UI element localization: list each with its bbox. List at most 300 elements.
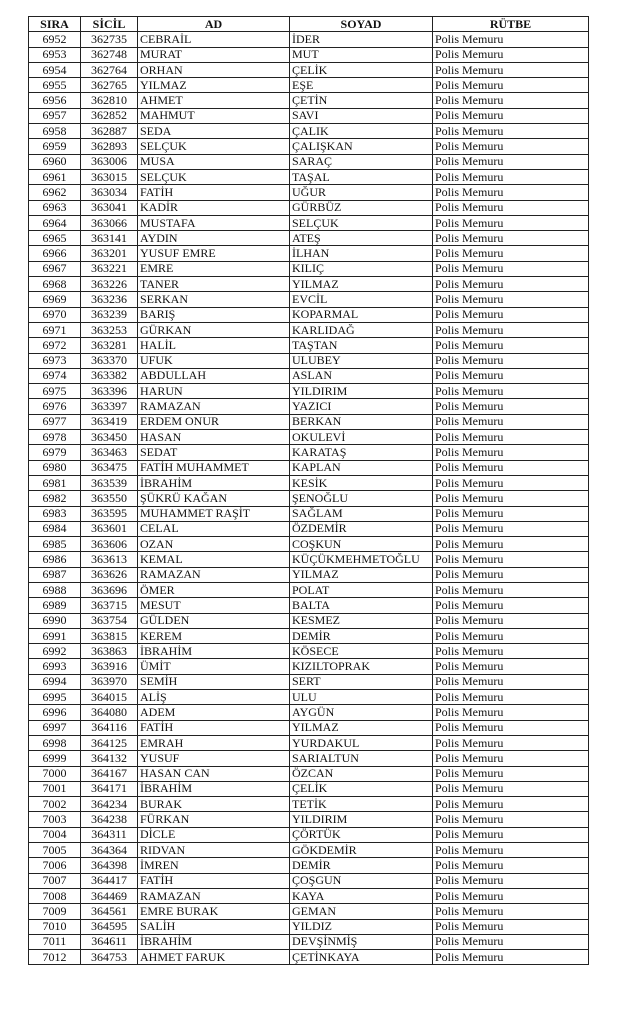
cell-sicil: 362810 [81, 93, 138, 108]
cell-rutbe: Polis Memuru [433, 827, 589, 842]
cell-soyad: ÇÖRTÜK [290, 827, 433, 842]
cell-sicil: 363397 [81, 399, 138, 414]
cell-soyad: İDER [290, 32, 433, 47]
header-row [29, 17, 589, 32]
cell-ad: EMRE BURAK [138, 904, 290, 919]
cell-rutbe: Polis Memuru [433, 812, 589, 827]
cell-rutbe: Polis Memuru [433, 292, 589, 307]
cell-sira: 6962 [29, 185, 81, 200]
cell-soyad: ÖZCAN [290, 766, 433, 781]
cell-rutbe: Polis Memuru [433, 904, 589, 919]
cell-rutbe: Polis Memuru [433, 78, 589, 93]
cell-soyad: GÜRBÜZ [290, 200, 433, 215]
cell-soyad: YURDAKUL [290, 735, 433, 750]
table-row [29, 32, 589, 47]
cell-rutbe: Polis Memuru [433, 307, 589, 322]
cell-sira: 6967 [29, 261, 81, 276]
cell-ad: RAMAZAN [138, 888, 290, 903]
table-row [29, 827, 589, 842]
cell-sicil: 363006 [81, 154, 138, 169]
cell-soyad: UĞUR [290, 185, 433, 200]
table-row [29, 445, 589, 460]
cell-rutbe: Polis Memuru [433, 414, 589, 429]
cell-rutbe: Polis Memuru [433, 491, 589, 506]
cell-ad: RAMAZAN [138, 399, 290, 414]
cell-rutbe: Polis Memuru [433, 628, 589, 643]
table-row [29, 124, 589, 139]
table-row [29, 873, 589, 888]
cell-soyad: ÇOŞGUN [290, 873, 433, 888]
cell-sicil: 363970 [81, 674, 138, 689]
table-row [29, 154, 589, 169]
cell-soyad: TAŞAL [290, 169, 433, 184]
cell-sicil: 363595 [81, 506, 138, 521]
cell-ad: SERKAN [138, 292, 290, 307]
cell-rutbe: Polis Memuru [433, 521, 589, 536]
cell-rutbe: Polis Memuru [433, 506, 589, 521]
cell-rutbe: Polis Memuru [433, 32, 589, 47]
cell-sicil: 364080 [81, 705, 138, 720]
table-row [29, 368, 589, 383]
table-row [29, 506, 589, 521]
cell-rutbe: Polis Memuru [433, 934, 589, 949]
cell-ad: BARIŞ [138, 307, 290, 322]
cell-sicil: 364595 [81, 919, 138, 934]
cell-soyad: EŞE [290, 78, 433, 93]
cell-rutbe: Polis Memuru [433, 843, 589, 858]
cell-sira: 6977 [29, 414, 81, 429]
cell-sira: 6959 [29, 139, 81, 154]
cell-ad: YUSUF EMRE [138, 246, 290, 261]
cell-soyad: KÜÇÜKMEHMETOĞLU [290, 552, 433, 567]
table-row [29, 766, 589, 781]
cell-sicil: 363201 [81, 246, 138, 261]
cell-soyad: TAŞTAN [290, 338, 433, 353]
cell-soyad: AYGÜN [290, 705, 433, 720]
cell-sira: 7001 [29, 781, 81, 796]
cell-ad: FATİH MUHAMMET [138, 460, 290, 475]
cell-ad: MUHAMMET RAŞİT [138, 506, 290, 521]
table-row [29, 751, 589, 766]
cell-ad: SALİH [138, 919, 290, 934]
cell-sira: 7011 [29, 934, 81, 949]
cell-sira: 7006 [29, 858, 81, 873]
table-row [29, 934, 589, 949]
table-row [29, 812, 589, 827]
cell-ad: RAMAZAN [138, 567, 290, 582]
table-row [29, 139, 589, 154]
cell-soyad: YAZICI [290, 399, 433, 414]
table-row [29, 307, 589, 322]
cell-sira: 6992 [29, 644, 81, 659]
cell-ad: HALİL [138, 338, 290, 353]
cell-soyad: YILDIZ [290, 919, 433, 934]
cell-rutbe: Polis Memuru [433, 47, 589, 62]
cell-sira: 6958 [29, 124, 81, 139]
cell-ad: ÖMER [138, 582, 290, 597]
cell-ad: SEDAT [138, 445, 290, 460]
cell-sira: 6964 [29, 215, 81, 230]
cell-rutbe: Polis Memuru [433, 322, 589, 337]
cell-soyad: EVCİL [290, 292, 433, 307]
cell-ad: MURAT [138, 47, 290, 62]
cell-ad: ABDULLAH [138, 368, 290, 383]
cell-sicil: 364417 [81, 873, 138, 888]
cell-rutbe: Polis Memuru [433, 690, 589, 705]
table-row [29, 169, 589, 184]
cell-sicil: 363281 [81, 338, 138, 353]
cell-ad: İBRAHİM [138, 934, 290, 949]
cell-sicil: 362765 [81, 78, 138, 93]
table-row [29, 185, 589, 200]
cell-soyad: ÇELİK [290, 62, 433, 77]
cell-soyad: SELÇUK [290, 215, 433, 230]
cell-sicil: 363221 [81, 261, 138, 276]
cell-soyad: KOPARMAL [290, 307, 433, 322]
cell-rutbe: Polis Memuru [433, 766, 589, 781]
cell-rutbe: Polis Memuru [433, 338, 589, 353]
cell-sira: 6960 [29, 154, 81, 169]
cell-ad: TANER [138, 277, 290, 292]
cell-soyad: ULUBEY [290, 353, 433, 368]
cell-sira: 6994 [29, 674, 81, 689]
cell-soyad: MUT [290, 47, 433, 62]
cell-ad: İBRAHİM [138, 475, 290, 490]
header-sira: SIRA [29, 17, 81, 32]
cell-rutbe: Polis Memuru [433, 720, 589, 735]
cell-soyad: SARIALTUN [290, 751, 433, 766]
cell-sicil: 363034 [81, 185, 138, 200]
cell-sicil: 363475 [81, 460, 138, 475]
cell-rutbe: Polis Memuru [433, 797, 589, 812]
cell-sira: 6998 [29, 735, 81, 750]
table-row [29, 353, 589, 368]
cell-sicil: 362887 [81, 124, 138, 139]
cell-sicil: 363041 [81, 200, 138, 215]
cell-soyad: KARATAŞ [290, 445, 433, 460]
cell-rutbe: Polis Memuru [433, 781, 589, 796]
table-row [29, 277, 589, 292]
table-row [29, 414, 589, 429]
cell-rutbe: Polis Memuru [433, 552, 589, 567]
cell-sira: 7008 [29, 888, 81, 903]
cell-rutbe: Polis Memuru [433, 353, 589, 368]
cell-sira: 7007 [29, 873, 81, 888]
cell-ad: UFUK [138, 353, 290, 368]
cell-sira: 6956 [29, 93, 81, 108]
cell-ad: FÜRKAN [138, 812, 290, 827]
cell-soyad: ÖZDEMİR [290, 521, 433, 536]
table-row [29, 292, 589, 307]
cell-ad: ALİŞ [138, 690, 290, 705]
cell-rutbe: Polis Memuru [433, 430, 589, 445]
cell-sicil: 363239 [81, 307, 138, 322]
table-row [29, 384, 589, 399]
cell-ad: CELAL [138, 521, 290, 536]
cell-sira: 6963 [29, 200, 81, 215]
cell-sira: 7005 [29, 843, 81, 858]
cell-rutbe: Polis Memuru [433, 888, 589, 903]
cell-sira: 6952 [29, 32, 81, 47]
cell-sira: 6965 [29, 231, 81, 246]
cell-sicil: 363419 [81, 414, 138, 429]
cell-sicil: 363550 [81, 491, 138, 506]
cell-soyad: GÖKDEMİR [290, 843, 433, 858]
cell-rutbe: Polis Memuru [433, 674, 589, 689]
table-row [29, 78, 589, 93]
cell-rutbe: Polis Memuru [433, 644, 589, 659]
cell-rutbe: Polis Memuru [433, 261, 589, 276]
cell-sira: 6979 [29, 445, 81, 460]
cell-sicil: 363815 [81, 628, 138, 643]
cell-rutbe: Polis Memuru [433, 399, 589, 414]
cell-sicil: 363601 [81, 521, 138, 536]
cell-sicil: 362735 [81, 32, 138, 47]
cell-sicil: 364125 [81, 735, 138, 750]
cell-rutbe: Polis Memuru [433, 735, 589, 750]
personnel-table [28, 16, 589, 965]
cell-rutbe: Polis Memuru [433, 108, 589, 123]
cell-rutbe: Polis Memuru [433, 873, 589, 888]
cell-rutbe: Polis Memuru [433, 950, 589, 965]
cell-sira: 6955 [29, 78, 81, 93]
cell-ad: MESUT [138, 598, 290, 613]
cell-ad: MAHMUT [138, 108, 290, 123]
cell-rutbe: Polis Memuru [433, 659, 589, 674]
header-ad: AD [138, 17, 290, 32]
cell-sira: 7003 [29, 812, 81, 827]
cell-ad: ÜMİT [138, 659, 290, 674]
cell-sicil: 363754 [81, 613, 138, 628]
cell-soyad: YILDIRIM [290, 812, 433, 827]
cell-sicil: 363916 [81, 659, 138, 674]
cell-soyad: DEMİR [290, 858, 433, 873]
table-row [29, 659, 589, 674]
cell-sira: 7012 [29, 950, 81, 965]
table-row [29, 858, 589, 873]
cell-ad: KEREM [138, 628, 290, 643]
cell-ad: İBRAHİM [138, 781, 290, 796]
table-row [29, 674, 589, 689]
cell-sicil: 363226 [81, 277, 138, 292]
cell-ad: İMREN [138, 858, 290, 873]
cell-sicil: 363141 [81, 231, 138, 246]
cell-sicil: 363253 [81, 322, 138, 337]
cell-sira: 6971 [29, 322, 81, 337]
table-row [29, 552, 589, 567]
cell-sicil: 362748 [81, 47, 138, 62]
cell-sira: 6957 [29, 108, 81, 123]
table-body [29, 32, 589, 965]
cell-rutbe: Polis Memuru [433, 858, 589, 873]
cell-rutbe: Polis Memuru [433, 537, 589, 552]
cell-sicil: 363606 [81, 537, 138, 552]
cell-sira: 6995 [29, 690, 81, 705]
cell-ad: GÜRKAN [138, 322, 290, 337]
cell-sicil: 362893 [81, 139, 138, 154]
table-row [29, 231, 589, 246]
cell-sicil: 363863 [81, 644, 138, 659]
cell-rutbe: Polis Memuru [433, 200, 589, 215]
cell-rutbe: Polis Memuru [433, 139, 589, 154]
cell-soyad: YILMAZ [290, 720, 433, 735]
cell-sira: 6975 [29, 384, 81, 399]
table-row [29, 521, 589, 536]
cell-rutbe: Polis Memuru [433, 475, 589, 490]
cell-soyad: DEMİR [290, 628, 433, 643]
cell-rutbe: Polis Memuru [433, 751, 589, 766]
cell-sicil: 362764 [81, 62, 138, 77]
cell-sira: 6953 [29, 47, 81, 62]
cell-sira: 6990 [29, 613, 81, 628]
cell-soyad: KIZILTOPRAK [290, 659, 433, 674]
cell-rutbe: Polis Memuru [433, 598, 589, 613]
header-sicil: SİCİL [81, 17, 138, 32]
cell-sicil: 364753 [81, 950, 138, 965]
table-row [29, 93, 589, 108]
cell-sira: 6961 [29, 169, 81, 184]
cell-sira: 6988 [29, 582, 81, 597]
cell-soyad: ÇELİK [290, 781, 433, 796]
cell-soyad: SAVI [290, 108, 433, 123]
cell-ad: SELÇUK [138, 139, 290, 154]
cell-soyad: DEVŞİNMİŞ [290, 934, 433, 949]
cell-soyad: ŞENOĞLU [290, 491, 433, 506]
cell-sicil: 363626 [81, 567, 138, 582]
cell-soyad: BALTA [290, 598, 433, 613]
cell-sira: 6978 [29, 430, 81, 445]
cell-soyad: POLAT [290, 582, 433, 597]
cell-ad: DİCLE [138, 827, 290, 842]
cell-ad: KEMAL [138, 552, 290, 567]
cell-rutbe: Polis Memuru [433, 93, 589, 108]
cell-rutbe: Polis Memuru [433, 154, 589, 169]
cell-soyad: GEMAN [290, 904, 433, 919]
cell-ad: FATİH [138, 873, 290, 888]
cell-sira: 6969 [29, 292, 81, 307]
cell-soyad: OKULEVİ [290, 430, 433, 445]
cell-sicil: 363539 [81, 475, 138, 490]
cell-sira: 6997 [29, 720, 81, 735]
cell-ad: SELÇUK [138, 169, 290, 184]
cell-sira: 6974 [29, 368, 81, 383]
cell-sira: 6991 [29, 628, 81, 643]
cell-sicil: 363015 [81, 169, 138, 184]
cell-soyad: ÇETİN [290, 93, 433, 108]
cell-sicil: 363715 [81, 598, 138, 613]
cell-sicil: 364116 [81, 720, 138, 735]
table-row [29, 62, 589, 77]
cell-ad: MUSTAFA [138, 215, 290, 230]
cell-sicil: 363396 [81, 384, 138, 399]
cell-ad: HASAN [138, 430, 290, 445]
cell-soyad: SAĞLAM [290, 506, 433, 521]
cell-soyad: SERT [290, 674, 433, 689]
cell-rutbe: Polis Memuru [433, 368, 589, 383]
cell-rutbe: Polis Memuru [433, 246, 589, 261]
cell-sicil: 363450 [81, 430, 138, 445]
table-row [29, 537, 589, 552]
cell-soyad: KESMEZ [290, 613, 433, 628]
cell-sicil: 364469 [81, 888, 138, 903]
table-row [29, 690, 589, 705]
cell-sicil: 364364 [81, 843, 138, 858]
cell-soyad: TETİK [290, 797, 433, 812]
table-row [29, 950, 589, 965]
cell-ad: BURAK [138, 797, 290, 812]
cell-sira: 6976 [29, 399, 81, 414]
cell-sicil: 364167 [81, 766, 138, 781]
table-row [29, 888, 589, 903]
cell-soyad: YILMAZ [290, 567, 433, 582]
cell-ad: HARUN [138, 384, 290, 399]
cell-soyad: KAYA [290, 888, 433, 903]
cell-sira: 6980 [29, 460, 81, 475]
table-row [29, 261, 589, 276]
cell-sira: 6972 [29, 338, 81, 353]
cell-sira: 6989 [29, 598, 81, 613]
table-row [29, 430, 589, 445]
cell-ad: EMRE [138, 261, 290, 276]
table-row [29, 338, 589, 353]
cell-rutbe: Polis Memuru [433, 277, 589, 292]
cell-sira: 6987 [29, 567, 81, 582]
cell-soyad: İLHAN [290, 246, 433, 261]
cell-soyad: KÖSECE [290, 644, 433, 659]
cell-sira: 7009 [29, 904, 81, 919]
cell-ad: GÜLDEN [138, 613, 290, 628]
cell-sicil: 363236 [81, 292, 138, 307]
cell-rutbe: Polis Memuru [433, 169, 589, 184]
cell-ad: ORHAN [138, 62, 290, 77]
table-row [29, 919, 589, 934]
cell-ad: YILMAZ [138, 78, 290, 93]
cell-soyad: COŞKUN [290, 537, 433, 552]
cell-sicil: 363463 [81, 445, 138, 460]
cell-soyad: ATEŞ [290, 231, 433, 246]
table-row [29, 797, 589, 812]
cell-soyad: ULU [290, 690, 433, 705]
cell-soyad: KESİK [290, 475, 433, 490]
cell-ad: OZAN [138, 537, 290, 552]
cell-ad: İBRAHİM [138, 644, 290, 659]
cell-ad: AHMET FARUK [138, 950, 290, 965]
table-row [29, 491, 589, 506]
cell-soyad: SARAÇ [290, 154, 433, 169]
cell-ad: YUSUF [138, 751, 290, 766]
cell-soyad: KAPLAN [290, 460, 433, 475]
table-row [29, 215, 589, 230]
cell-soyad: ÇETİNKAYA [290, 950, 433, 965]
cell-sicil: 364611 [81, 934, 138, 949]
cell-ad: ŞÜKRÜ KAĞAN [138, 491, 290, 506]
cell-soyad: ÇALIŞKAN [290, 139, 433, 154]
table-row [29, 781, 589, 796]
cell-sicil: 364132 [81, 751, 138, 766]
cell-sira: 7010 [29, 919, 81, 934]
cell-sira: 7004 [29, 827, 81, 842]
cell-sira: 7002 [29, 797, 81, 812]
cell-rutbe: Polis Memuru [433, 231, 589, 246]
cell-sira: 6966 [29, 246, 81, 261]
cell-sicil: 364171 [81, 781, 138, 796]
table-row [29, 628, 589, 643]
cell-ad: SEMİH [138, 674, 290, 689]
cell-sicil: 363066 [81, 215, 138, 230]
cell-ad: ADEM [138, 705, 290, 720]
cell-ad: HASAN CAN [138, 766, 290, 781]
cell-rutbe: Polis Memuru [433, 445, 589, 460]
